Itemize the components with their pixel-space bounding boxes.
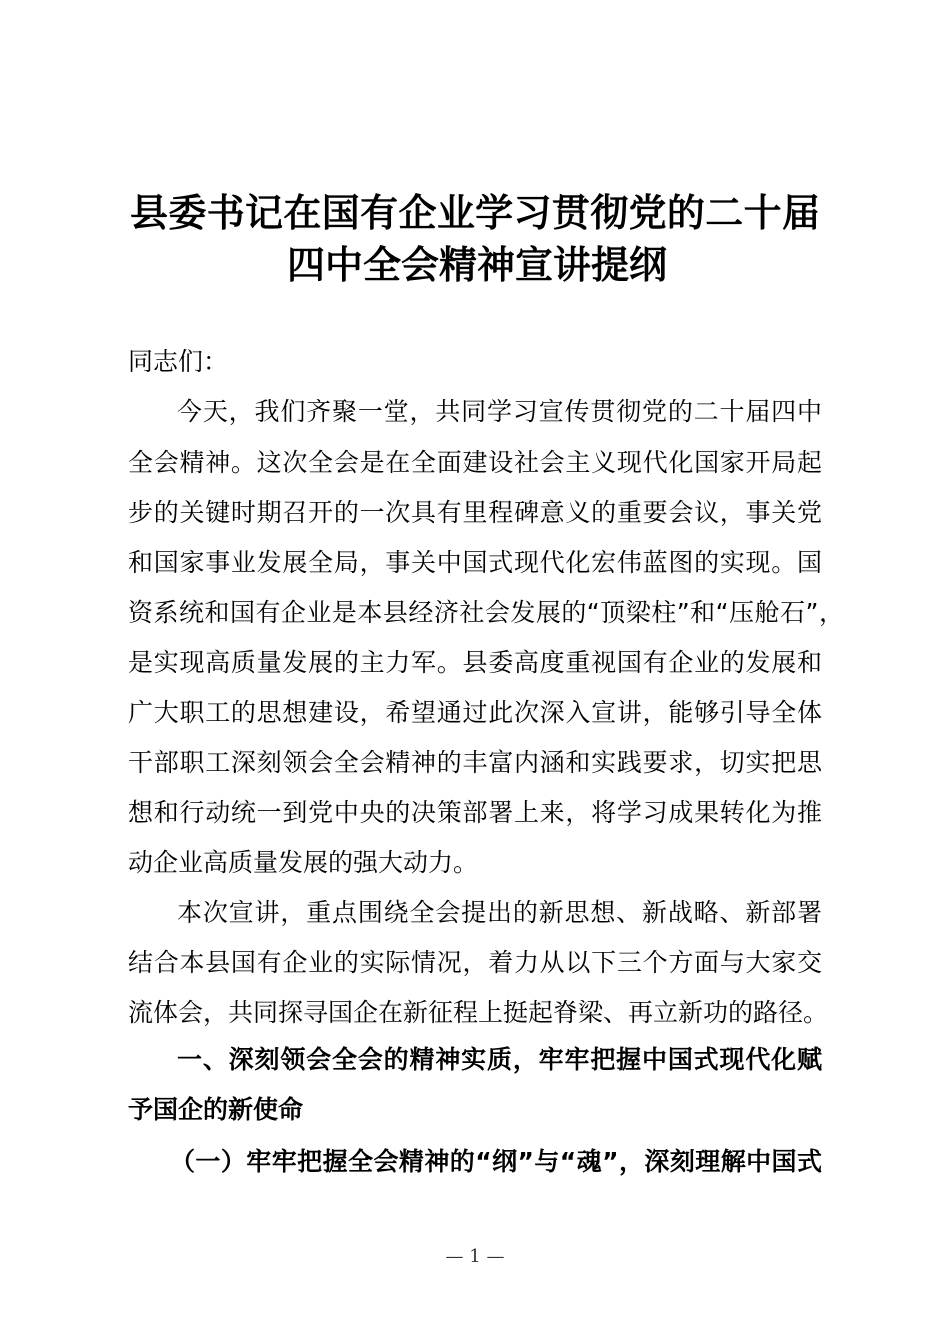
page-number: — 1 — <box>445 1246 505 1267</box>
subsection-heading: （一）牢牢把握全会精神的“纲”与“魂”，深刻理解中国式 <box>170 1147 822 1176</box>
paragraph-line: 流体会，共同探寻国企在新征程上挺起脊梁、再立新功的路径。 <box>128 998 829 1027</box>
paragraph-line: 今天，我们齐聚一堂，共同学习宣传贯彻党的二十届四中 <box>177 397 822 426</box>
document-title-line-2: 四中全会精神宣讲提纲 <box>287 243 668 287</box>
paragraph-line: 全会精神。这次全会是在全面建设社会主义现代化国家开局起 <box>128 448 822 477</box>
paragraph-line: 想和行动统一到党中央的决策部署上来，将学习成果转化为推 <box>128 798 822 827</box>
paragraph-line: 本次宣讲，重点围绕全会提出的新思想、新战略、新部署 <box>177 898 822 927</box>
paragraph-line: 步的关键时期召开的一次具有里程碑意义的重要会议，事关党 <box>128 498 822 527</box>
paragraph-line: 结合本县国有企业的实际情况，着力从以下三个方面与大家交 <box>128 948 822 977</box>
paragraph-line: 动企业高质量发展的强大动力。 <box>128 848 479 877</box>
paragraph-line: 干部职工深刻领会全会精神的丰富内涵和实践要求，切实把思 <box>128 748 822 777</box>
paragraph-line: 和国家事业发展全局，事关中国式现代化宏伟蓝图的实现。国 <box>128 548 822 577</box>
section-heading-line: 一、深刻领会全会的精神实质，牢牢把握中国式现代化赋 <box>177 1045 822 1074</box>
paragraph-line: 资系统和国有企业是本县经济社会发展的“顶梁柱”和“压舱石”， <box>128 598 844 627</box>
paragraph-line: 广大职工的思想建设，希望通过此次深入宣讲，能够引导全体 <box>128 698 822 727</box>
paragraph-line: 是实现高质量发展的主力军。县委高度重视国有企业的发展和 <box>128 648 822 677</box>
document-title-line-1: 县委书记在国有企业学习贯彻党的二十届 <box>130 191 820 235</box>
section-heading-line: 予国企的新使命 <box>128 1095 304 1124</box>
salutation: 同志们： <box>128 347 229 376</box>
